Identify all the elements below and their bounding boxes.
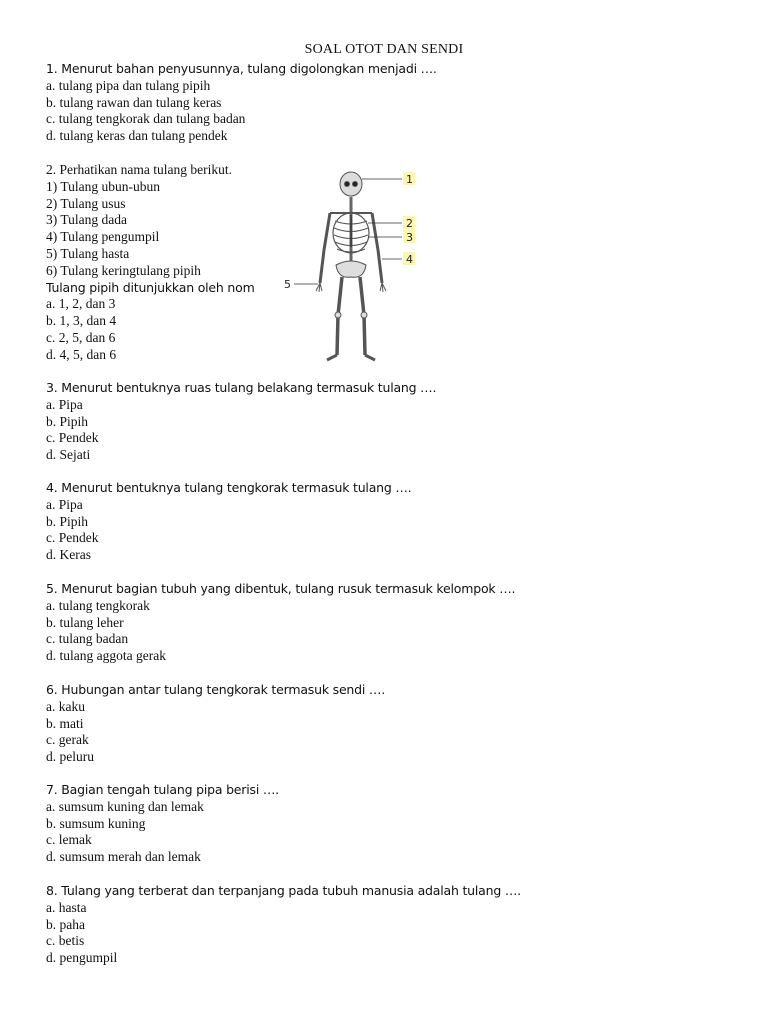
question-text: 6. Hubungan antar tulang tengkorak termasuk sendi …. [46,682,386,697]
question-text: 7. Bagian tengah tulang pipa berisi …. [46,782,279,797]
option-d: d. 4, 5, dan 6 [46,346,117,362]
option-a: a. tulang tengkorak [46,597,150,613]
question-8 [46,883,521,967]
option-c: c. Pendek [46,430,99,446]
option-c: c. 2, 5, dan 6 [46,329,116,345]
option-a: a. 1, 2, dan 3 [46,296,116,312]
option-b: b. sumsum kuning [46,815,146,831]
option-a: a. tulang pipa dan tulang pipih [46,77,211,93]
option-c: c. Pendek [46,530,99,546]
option-c: c. gerak [46,732,89,748]
option-b: b. mati [46,715,84,731]
option-a: a. sumsum kuning dan lemak [46,798,204,814]
option-b: b. tulang rawan dan tulang keras [46,94,222,110]
option-d: d. tulang keras dan tulang pendek [46,128,228,144]
option-c: c. betis [46,933,85,949]
list-item: 3) Tulang dada [46,212,127,228]
option-c: c. tulang tengkorak dan tulang badan [46,111,246,127]
list-item: 6) Tulang keringtulang pipih [46,262,201,278]
option-b: b. 1, 3, dan 4 [46,313,117,329]
list-item: 1) Tulang ubun-ubun [46,178,161,194]
question-3 [46,380,436,464]
question-6 [46,682,385,766]
option-a: a. Pipa [46,396,83,412]
question-text: 4. Menurut bentuknya tulang tengkorak termasuk tulang …. [46,480,412,495]
option-a: a. hasta [46,899,87,915]
option-b: b. Pipih [46,413,89,429]
option-a: a. Pipa [46,496,83,512]
option-d: d. Sejati [46,447,91,463]
option-d: d. Keras [46,547,91,563]
option-c: c. tulang badan [46,631,129,647]
question-prompt: Tulang pipih ditunjukkan oleh nom [46,279,255,295]
option-c: c. lemak [46,832,92,848]
question-5 [46,581,515,665]
question-text: 5. Menurut bagian tubuh yang dibentuk, tulang rusuk termasuk kelompok …. [46,581,516,596]
question-2 [46,162,255,364]
page-title: SOAL OTOT DAN SENDI [304,42,464,57]
option-b: b. Pipih [46,513,89,529]
question-text: 8. Tulang yang terberat dan terpanjang pada tubuh manusia adalah tulang …. [46,883,521,898]
option-b: b. tulang leher [46,614,124,630]
list-item: 2) Tulang usus [46,195,126,211]
question-4 [46,480,411,564]
option-d: d. tulang aggota gerak [46,648,166,664]
question-text: 2. Perhatikan nama tulang berikut. [46,162,232,177]
list-item: 5) Tulang hasta [46,245,130,261]
question-text: 1. Menurut bahan penyusunnya, tulang digolongkan menjadi …. [46,61,437,76]
question-7 [46,782,279,866]
figure-label: 5 [284,278,291,291]
skeleton-figure [280,165,430,370]
figure-label: 1 [406,173,413,186]
list-item: 4) Tulang pengumpil [46,229,160,245]
question-1 [46,61,437,145]
option-d: d. sumsum merah dan lemak [46,849,201,865]
question-text: 3. Menurut bentuknya ruas tulang belakang termasuk tulang …. [46,380,437,395]
option-d: d. pengumpil [46,950,118,966]
option-d: d. peluru [46,749,94,765]
option-b: b. paha [46,916,85,932]
figure-label: 2 [406,217,413,230]
figure-label: 3 [406,231,413,244]
option-a: a. kaku [46,698,85,714]
figure-label: 4 [406,253,413,266]
